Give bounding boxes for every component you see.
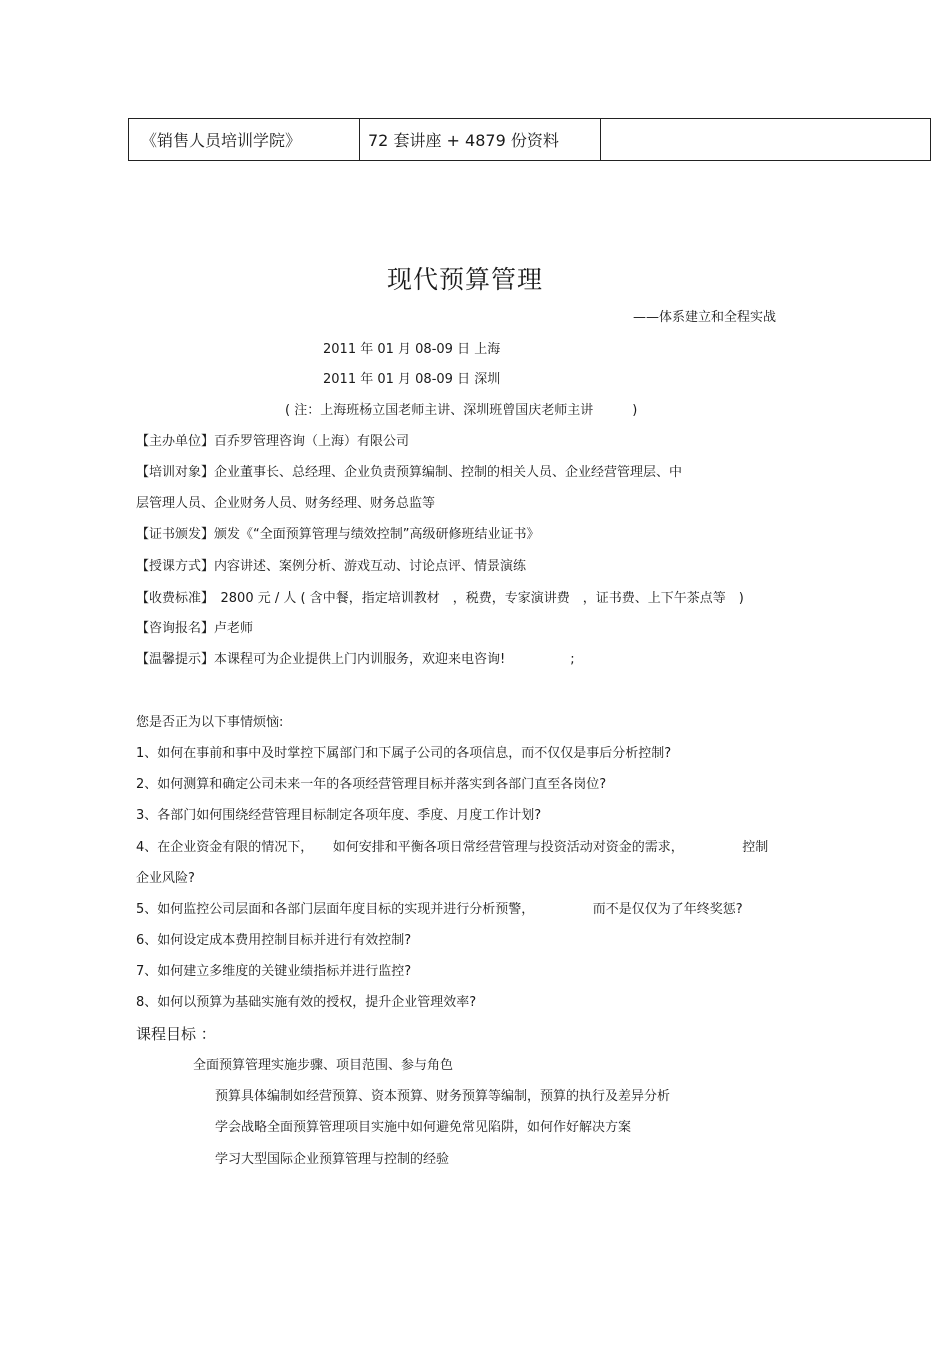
question-item: 5、如何监控公司层面和各部门层面年度目标的实现并进行分析预警， 而不是仅仅为了年终奖惩? <box>136 902 743 917</box>
table-cell-empty <box>601 119 931 161</box>
info-tip: 【温馨提示】本课程可为企业提供上门内训服务，欢迎来电咨询! ; <box>136 652 575 667</box>
question-item: 1、如何在事前和事中及时掌控下属部门和下属子公司的各项信息，而不仅仅是事后分析控制? <box>136 746 672 761</box>
question-item: 2、如何测算和确定公司未来一年的各项经营管理目标并落实到各部门直至各岗位? <box>136 777 607 792</box>
table-row <box>129 119 931 161</box>
questions-intro: 您是否正为以下事情烦恼: <box>136 715 284 730</box>
info-organizer: 【主办单位】百乔罗管理咨询（上海）有限公司 <box>136 434 410 449</box>
goal-item: 学习大型国际企业预算管理与控制的经验 <box>215 1152 450 1167</box>
table-cell-resources: 72 套讲座 + 4879 份资料 <box>360 119 601 161</box>
info-audience-line2: 层管理人员、企业财务人员、财务经理、财务总监等 <box>136 496 436 511</box>
header-table <box>128 118 931 161</box>
goals-title: 课程目标 ： <box>136 1025 216 1043</box>
question-item: 6、如何设定成本费用控制目标并进行有效控制? <box>136 933 412 948</box>
goal-item: 预算具体编制如经营预算、资本预算、财务预算等编制，预算的执行及差异分析 <box>215 1089 671 1104</box>
teacher-note: ( 注：上海班杨立国老师主讲、深圳班曾国庆老师主讲 ) <box>285 403 638 418</box>
question-item: 8、如何以预算为基础实施有效的授权，提升企业管理效率? <box>136 995 477 1010</box>
schedule-shanghai: 2011 年 01 月 08-09 日 上海 <box>323 342 501 357</box>
info-fee: 【收费标准】 2800 元 / 人 ( 含中餐，指定培训教材 ，税费，专家演讲费 ，证书费、上下午茶点等 ) <box>136 591 744 606</box>
question-item: 7、如何建立多维度的关键业绩指标并进行监控? <box>136 964 412 979</box>
page-title: 现代预算管理 <box>386 265 543 294</box>
goal-item: 学会战略全面预算管理项目实施中如何避免常见陷阱，如何作好解决方案 <box>215 1120 632 1135</box>
info-contact: 【咨询报名】卢老师 <box>136 621 254 636</box>
page-subtitle: ——体系建立和全程实战 <box>633 310 777 325</box>
question-item-continued: 企业风险? <box>136 871 195 886</box>
schedule-shenzhen: 2011 年 01 月 08-09 日 深圳 <box>323 372 501 387</box>
question-item: 3、各部门如何围绕经营管理目标制定各项年度、季度、月度工作计划? <box>136 808 542 823</box>
goal-item: 全面预算管理实施步骤、项目范围、参与角色 <box>193 1058 454 1073</box>
info-certificate: 【证书颁发】颁发《“全面预算管理与绩效控制”高级研修班结业证书》 <box>136 527 540 542</box>
info-method: 【授课方式】内容讲述、案例分析、游戏互动、讨论点评、情景演练 <box>136 559 527 574</box>
table-cell-academy: 《销售人员培训学院》 <box>129 119 360 161</box>
info-audience-line1: 【培训对象】企业董事长、总经理、企业负责预算编制、控制的相关人员、企业经营管理层、中 <box>136 465 683 480</box>
question-item: 4、在企业资金有限的情况下， 如何安排和平衡各项日常经营管理与投资活动对资金的需求， 控制 <box>136 840 769 855</box>
